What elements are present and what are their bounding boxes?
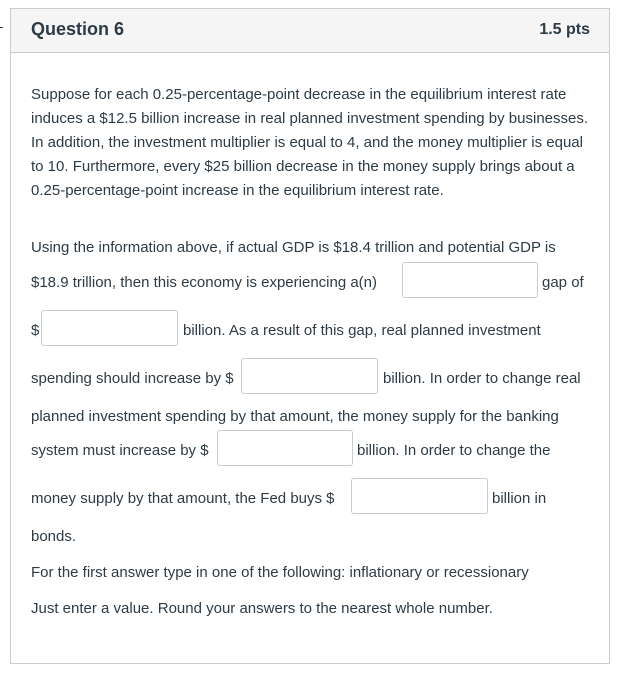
question-title: Question 6 [31, 19, 125, 39]
question-line-5: planned investment spending by that amount, the money supply for the banking [31, 408, 559, 425]
question-card [10, 8, 610, 664]
gap-type-input[interactable] [402, 262, 538, 298]
question-line-4-tail: billion. In order to change real [383, 370, 581, 387]
question-line-6-tail: billion. In order to change the [357, 442, 551, 459]
question-line-1: Using the information above, if actual GDP is $18.4 trillion and potential GDP is [31, 239, 556, 256]
question-line-7-tail: billion in [492, 490, 547, 507]
question-paragraph: Suppose for each 0.25-percentage-point decrease in the equilibrium interest rate induces a $12.5 billion increase in real planned investment spending by businesses. In addition, the investment multiplier is equal to 4, and the money multiplier is equal to 10. Furthermore, every $25 billion decrease in the money supply brings about a 0.25-percentage-point increase in the equilibrium interest rate. [31, 86, 589, 199]
question-line-7-text: money supply by that amount, the Fed buys $ [31, 490, 335, 507]
question-line-2-tail: gap of [542, 274, 584, 291]
question-points: 1.5 pts [539, 21, 590, 38]
gap-amount-input[interactable] [41, 310, 178, 346]
instruction-rounding: Just enter a value. Round your answers to the nearest whole number. [31, 600, 493, 617]
question-header [11, 9, 609, 53]
question-text [31, 83, 595, 203]
investment-increase-input[interactable] [241, 358, 378, 394]
money-supply-increase-input[interactable] [217, 430, 353, 466]
question-line-2-text: $18.9 trillion, then this economy is experiencing a(n) [31, 274, 378, 291]
question-line-4-text: spending should increase by $ [31, 370, 234, 387]
instruction-answer-type: For the first answer type in one of the following: inflationary or recessionary [31, 564, 529, 581]
question-line-3-text: billion. As a result of this gap, real planned investment [183, 322, 541, 339]
dollar-sign-label: $ [31, 322, 40, 339]
question-line-8: bonds. [31, 528, 77, 545]
question-line-6-text: system must increase by $ [31, 442, 209, 459]
fed-buys-input[interactable] [351, 478, 488, 514]
left-edge-marker [0, 27, 3, 28]
